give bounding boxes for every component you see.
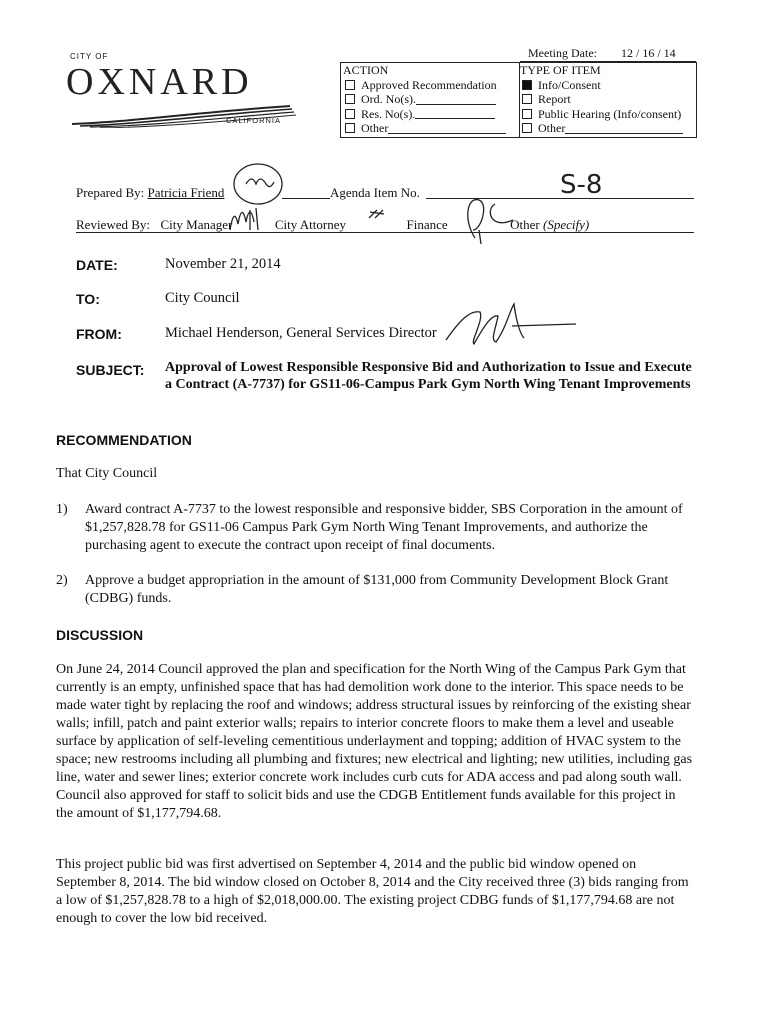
checkbox-icon[interactable] [345,123,355,133]
action-box [340,62,520,138]
logo-name: OXNARD [66,61,253,103]
checkbox-icon[interactable] [345,94,355,104]
reviewed-by-label: Reviewed By: [76,217,151,232]
meeting-date-label: Meeting Date: [528,46,597,60]
type-item-other[interactable]: Other [518,121,696,136]
type-box-title: TYPE OF ITEM [520,63,601,77]
date-value: November 21, 2014 [165,256,281,272]
checkbox-icon[interactable] [522,94,532,104]
subject-value: Approval of Lowest Responsible Responsive Bid and Authorization to Issue and Execute a Contract (A-7737) for GS11-06-Campus Park Gym North Wing Tenant Improvements [165,360,692,392]
logo-city-of: CITY OF [70,52,109,61]
reviewed-specify: (Specify) [543,217,590,232]
checkbox-icon[interactable] [522,109,532,119]
meeting-date-value: 12 / 16 / 14 [620,46,676,60]
logo-state: CALIFORNIA [226,116,282,125]
type-item-public-hearing[interactable]: Public Hearing (Info/consent) [518,107,696,122]
type-box [518,62,697,138]
recommendation-item-2: Approve a budget appropriation in the amount of $131,000 from Community Development Block Grant (CDBG) funds. [85,573,669,606]
agenda-item-number: S-8 [560,170,603,200]
prepared-by-value: Patricia Friend [147,185,225,200]
action-item-approved[interactable]: Approved Recommendation [341,78,519,93]
type-item-info-consent[interactable]: Info/Consent [518,78,696,93]
discussion-paragraph-2: This project public bid was first advertised on September 4, 2014 and the public bid window opened on September 8, 2014. The bid window closed on October 8, 2014 and the City received three (3) bids ranging from a low of $1,257,828.78 to a high of $2,018,000.00. The existing project CDBG funds of $1,177,794.68 are not enough to cover the low bid received. [56,857,689,926]
to-value: City Council [165,290,240,306]
recommendation-heading: RECOMMENDATION [56,432,192,448]
from-value: Michael Henderson, General Services Director [165,325,437,341]
agenda-item-label: Agenda Item No. [330,185,420,200]
recommendation-num-2: 2) [56,573,68,588]
to-label: TO: [76,291,100,307]
subject-label: SUBJECT: [76,362,145,378]
reviewed-other: Other [510,217,540,232]
checkbox-icon[interactable] [345,80,355,90]
action-item-res[interactable]: Res. No(s). [341,107,519,122]
action-item-other[interactable]: Other [341,121,519,136]
reviewed-city-manager: City Manager [160,217,233,232]
discussion-paragraph-1: On June 24, 2014 Council approved the plan and specification for the North Wing of the Campus Park Gym that currently is an empty, unfinished space that has had demolition work done to the interior. This space needs to be made water tight by replacing the roof and windows; address structural issues by reinforcing of the existing shear walls; infill, patch and paint exterior walls; repairs to interior concrete floors to make them a level and useable surface by application of self-leveling cementitious underlayment and topping; addition of HVAC system to the space; new restrooms including all plumbing and fixtures; new electrical and lighting; new utilities, including gas line, water and sewer lines; exterior concrete work includes curb cuts for ADA access and pad along south wall. Council also approved for staff to solicit bids and use the CDGB Entitlement funds available for this project in the amount of $1,177,794.68. [56,662,693,821]
director-signature-icon [440,300,580,350]
finance-initials-icon [455,190,521,244]
meeting-date [528,46,676,61]
recommendation-intro: That City Council [56,466,158,481]
reviewed-city-attorney: City Attorney [274,217,346,232]
from-label: FROM: [76,326,122,342]
action-box-title: ACTION [343,63,389,77]
recommendation-num-1: 1) [56,502,68,517]
checkbox-icon[interactable] [345,109,355,119]
discussion-heading: DISCUSSION [56,627,144,643]
type-item-report[interactable]: Report [518,92,696,107]
date-label: DATE: [76,257,118,273]
prepared-by-label: Prepared By: [76,185,145,200]
checkbox-icon[interactable] [522,123,532,133]
reviewed-finance: Finance [406,217,448,232]
prepared-by [76,185,224,201]
checkbox-checked-icon[interactable] [522,80,532,90]
city-manager-initials-icon [226,200,272,234]
action-item-ord[interactable]: Ord. No(s). [341,92,519,107]
recommendation-item-1: Award contract A-7737 to the lowest responsible and responsive bidder, SBS Corporation in the amount of $1,257,828.78 for GS11-06 Campus Park Gym North Wing Tenant Improvements, and authorize the purchasing agent to execute the contract upon receipt of final documents. [85,502,683,553]
city-attorney-mark-icon [366,204,392,222]
